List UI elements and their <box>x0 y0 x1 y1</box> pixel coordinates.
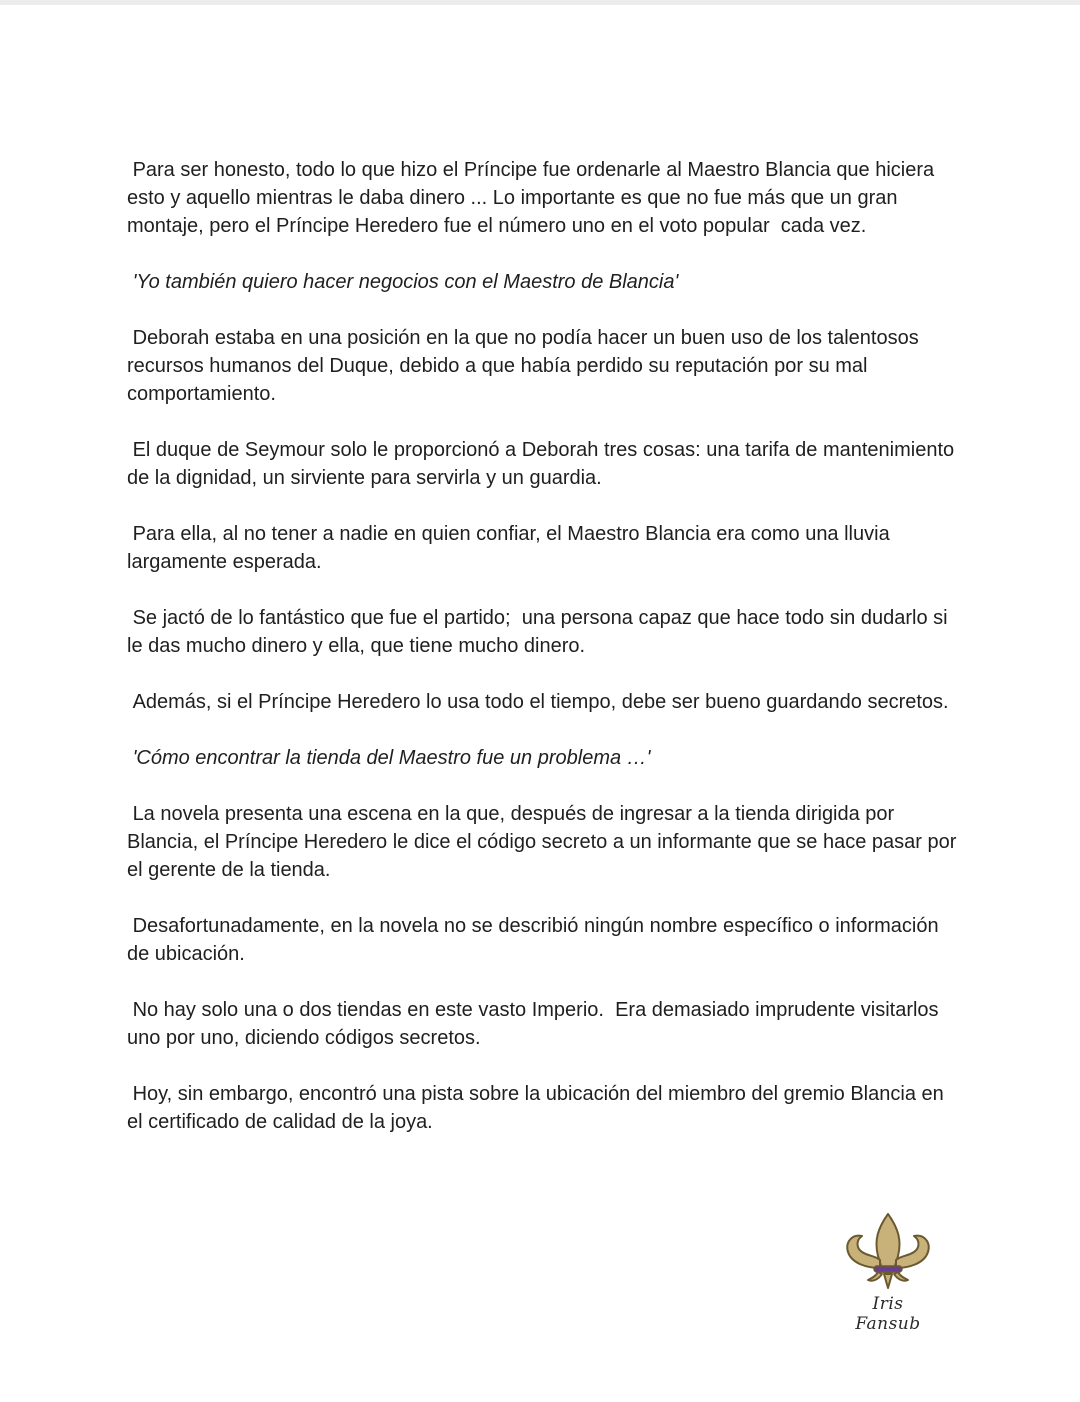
italic-thought: 'Cómo encontrar la tienda del Maestro fue un problema …' <box>127 747 651 769</box>
page-top-edge <box>0 0 1080 5</box>
paragraph: Para ella, al no tener a nadie en quien confiar, el Maestro Blancia era como una lluvia largamente esperada. <box>127 523 896 573</box>
paragraph: Hoy, sin embargo, encontró una pista sobre la ubicación del miembro del gremio Blancia en el certificado de calidad de la joya. <box>127 1083 950 1133</box>
watermark-label: Iris Fansub <box>855 1294 921 1334</box>
paragraph: Deborah estaba en una posición en la que no podía hacer un buen uso de los talentosos recursos humanos del Duque, debido a que había perdido su reputación por su mal comportamiento. <box>127 327 925 405</box>
watermark-logo <box>838 1210 938 1334</box>
paragraph: Para ser honesto, todo lo que hizo el Príncipe fue ordenarle al Maestro Blancia que hiciera esto y aquello mientras le daba dinero ... Lo importante es que no fue más que un gran montaje, pero el Príncipe Heredero fue el número uno en el voto popular cada vez. <box>127 159 940 237</box>
paragraph: No hay solo una o dos tiendas en este vasto Imperio. Era demasiado imprudente visitarlos uno por uno, diciendo códigos secretos. <box>127 999 945 1049</box>
paragraph: Además, si el Príncipe Heredero lo usa todo el tiempo, debe ser bueno guardando secretos. <box>127 691 949 713</box>
paragraph: Desafortunadamente, en la novela no se describió ningún nombre específico o información de ubicación. <box>127 915 945 965</box>
italic-thought: 'Yo también quiero hacer negocios con el Maestro de Blancia' <box>127 271 679 293</box>
document-body <box>127 156 962 1164</box>
fleur-de-lis-icon <box>838 1210 938 1290</box>
paragraph: El duque de Seymour solo le proporcionó a Deborah tres cosas: una tarifa de mantenimiento de la dignidad, un sirviente para servirla y un guardia. <box>127 439 960 489</box>
paragraph: La novela presenta una escena en la que, después de ingresar a la tienda dirigida por Blancia, el Príncipe Heredero le dice el código secreto a un informante que se hace pasar por el gerente de la tienda. <box>127 803 962 881</box>
paragraph: Se jactó de lo fantástico que fue el partido; una persona capaz que hace todo sin dudarlo si le das mucho dinero y ella, que tiene mucho dinero. <box>127 607 954 657</box>
